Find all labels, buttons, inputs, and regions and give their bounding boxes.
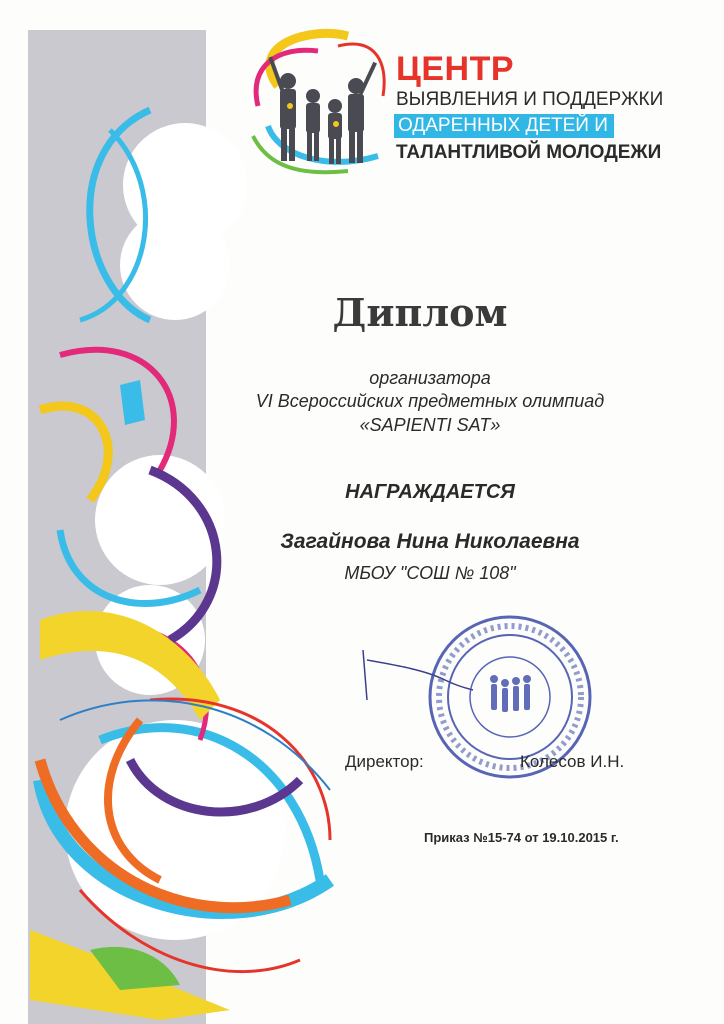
organizer-line-3: «SAPIENTI SAT» bbox=[359, 415, 501, 435]
recipient-name: Загайнова Нина Николаевна bbox=[280, 530, 580, 553]
logo-subtitle-line-2: ОДАРЕННЫХ ДЕТЕЙ И bbox=[394, 114, 614, 138]
certificate-title: Диплом bbox=[332, 290, 508, 335]
order-reference: Приказ №15-74 от 19.10.2015 г. bbox=[424, 830, 619, 845]
logo-title: ЦЕНТР bbox=[396, 50, 515, 88]
school-name: МБОУ "СОШ № 108" bbox=[344, 563, 516, 583]
logo-subtitle-line-3: ТАЛАНТЛИВОЙ МОЛОДЕЖИ bbox=[396, 142, 662, 163]
organizer-line-1: организатора bbox=[369, 368, 491, 388]
signature-role: Директор: bbox=[345, 752, 424, 771]
signature-name: Колесов И.Н. bbox=[520, 752, 625, 771]
logo-subtitle-line-1: ВЫЯВЛЕНИЯ И ПОДДЕРЖКИ bbox=[396, 89, 664, 110]
awarded-label: НАГРАЖДАЕТСЯ bbox=[345, 481, 515, 503]
organizer-line-2: VI Всероссийских предметных олимпиад bbox=[255, 391, 605, 411]
